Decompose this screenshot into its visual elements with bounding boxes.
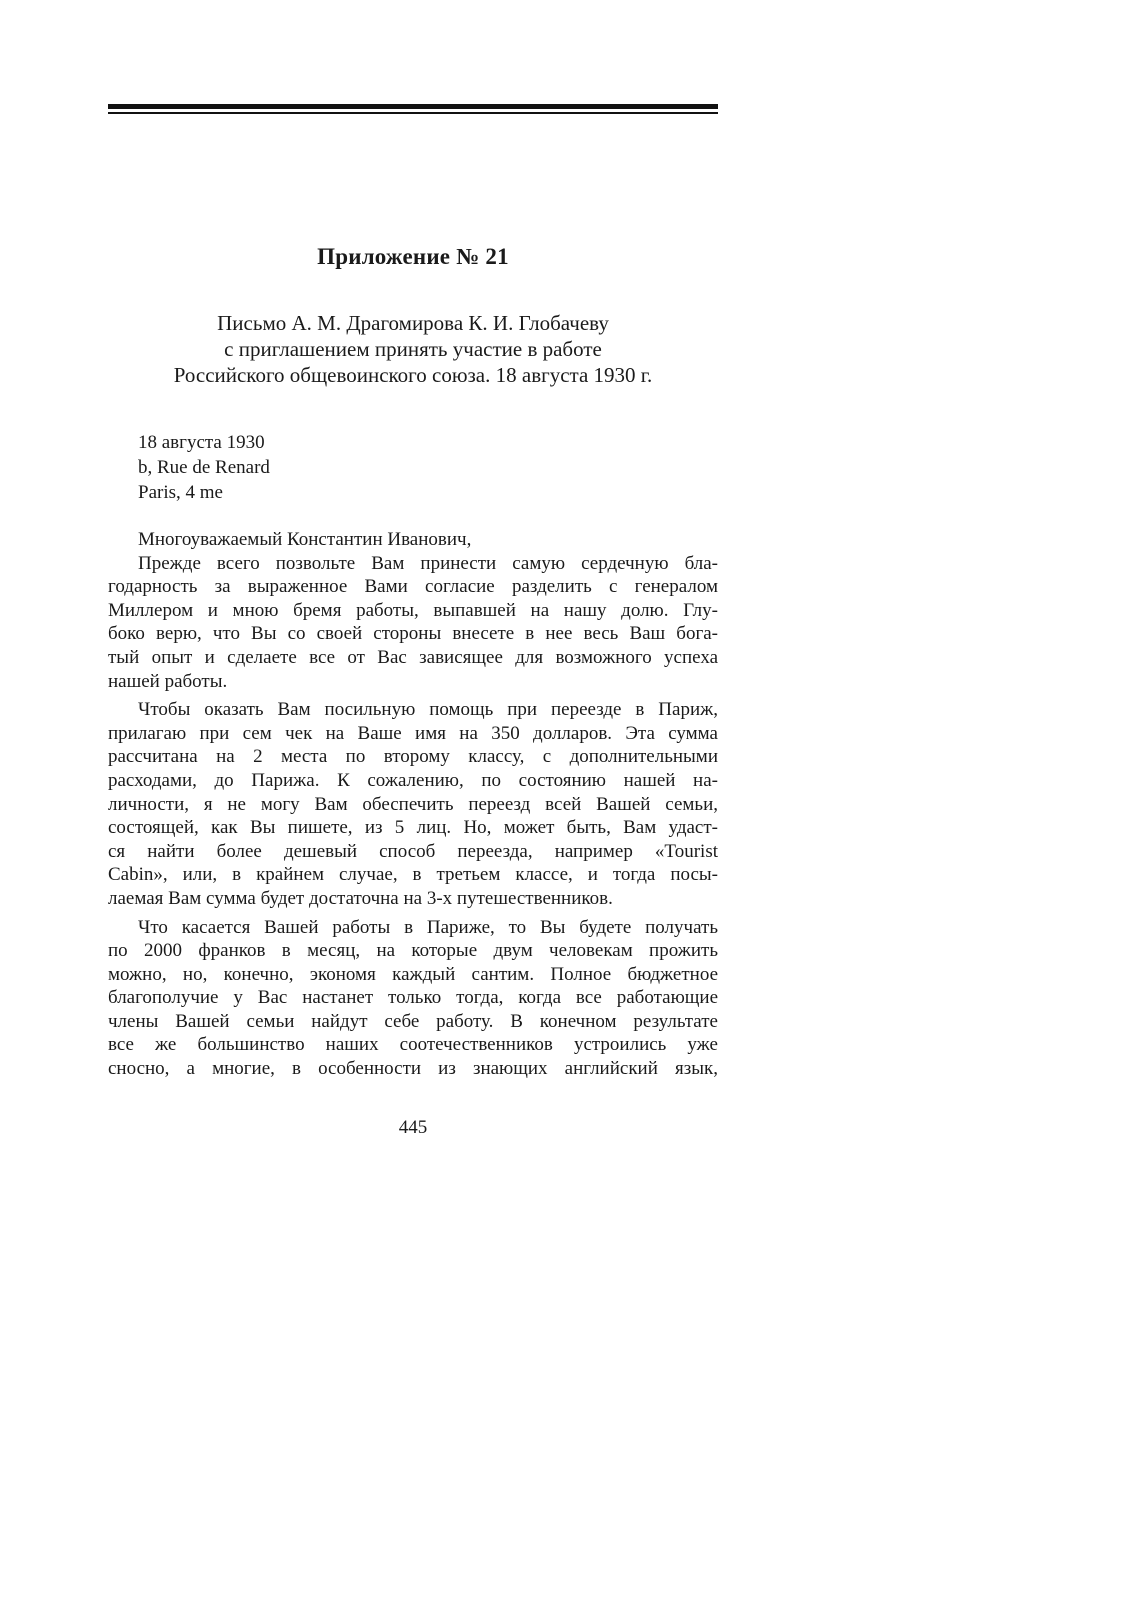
letter-address-city: Paris, 4 me	[138, 482, 223, 503]
header-rule-thick	[108, 104, 718, 109]
text-line: расходами, до Парижа. К сожалению, по состоянию нашей на-	[108, 769, 718, 791]
text-line: члены Вашей семьи найдут себе работу. В конечном результате	[108, 1010, 718, 1032]
text-line: все же большинство наших соотечественников устроились уже	[108, 1034, 718, 1056]
document-subtitle	[108, 310, 718, 388]
text-line: сносно, а многие, в особенности из знающих английский язык,	[108, 1058, 718, 1080]
subtitle-line: Письмо А. М. Драгомирова К. И. Глобачеву	[217, 311, 609, 335]
text-line: Миллером и мною бремя работы, выпавшей на нашу долю. Глу-	[108, 599, 718, 621]
text-line: по 2000 франков в месяц, на которые двум человекам прожить	[108, 940, 718, 962]
text-line: Что касается Вашей работы в Париже, то Вы будете получать	[138, 916, 718, 938]
text-line: тый опыт и сделаете все от Вас зависящее для возможного успеха	[108, 646, 718, 668]
header-rule-thin	[108, 112, 718, 114]
subtitle-line: с приглашением принять участие в работе	[224, 337, 602, 361]
text-line: лаемая Вам сумма будет достаточна на 3-х путешественников.	[108, 887, 613, 909]
text-line: благополучие у Вас настанет только тогда, когда все работающие	[108, 987, 718, 1009]
paragraph	[108, 698, 718, 910]
text-line: рассчитана на 2 места по второму классу, с дополнительными	[108, 746, 718, 768]
text-line: ся найти более дешевый способ переезда, например «Tourist	[108, 840, 718, 862]
text-line: Cabin», или, в крайнем случае, в третьем классе, и тогда посы-	[108, 864, 718, 886]
text-line: нашей работы.	[108, 670, 228, 692]
text-line: можно, но, конечно, экономя каждый сантим. Полное бюджетное	[108, 963, 718, 985]
text-line: боко верю, что Вы со своей стороны внесете в нее весь Ваш бога-	[108, 623, 718, 645]
text-line: прилагаю при сем чек на Ваше имя на 350 долларов. Эта сумма	[108, 722, 718, 744]
letter-date: 18 августа 1930	[138, 432, 265, 453]
salutation: Многоуважаемый Константин Иванович,	[138, 529, 472, 550]
subtitle-line: Российского общевоинского союза. 18 августа 1930 г.	[173, 363, 653, 387]
appendix-title: Приложение № 21	[317, 244, 509, 269]
paragraph	[108, 552, 718, 694]
letter-date-address	[138, 430, 270, 505]
paragraphs-container	[108, 552, 718, 1081]
text-line: Чтобы оказать Вам посильную помощь при переезде в Париж,	[138, 699, 718, 721]
letter-body	[108, 528, 718, 1081]
page-number: 445	[398, 1117, 428, 1138]
paragraph	[108, 916, 718, 1081]
text-line: годарность за выраженное Вами согласие разделить с генералом	[108, 576, 718, 598]
letter-address-street: b, Rue de Renard	[138, 457, 270, 478]
text-line: Прежде всего позвольте Вам принести самую сердечную бла-	[138, 552, 718, 574]
text-line: состоящей, как Вы пишете, из 5 лиц. Но, может быть, Вам удаст-	[108, 817, 718, 839]
text-line: личности, я не могу Вам обеспечить переезд всей Вашей семьи,	[108, 793, 718, 815]
